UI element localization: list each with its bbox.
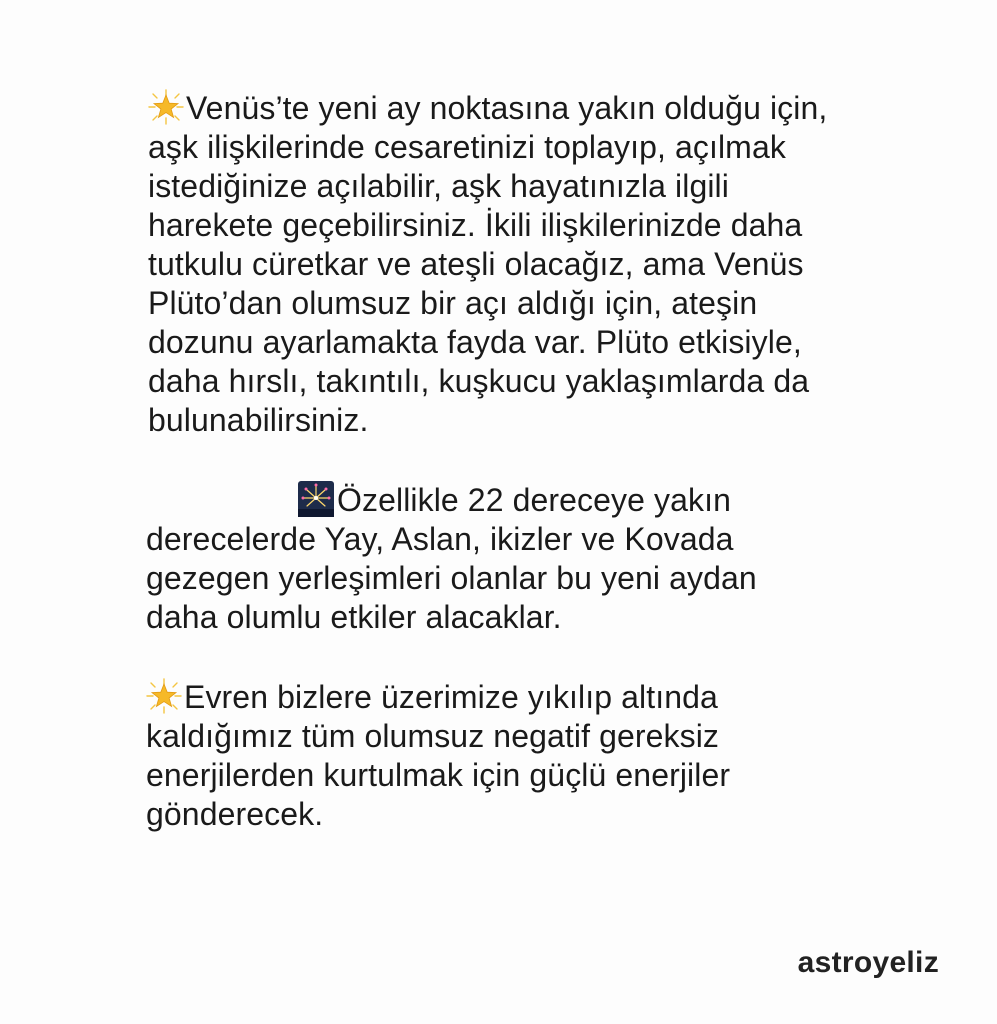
fireworks-icon [298, 481, 334, 517]
glowing-star-icon [146, 678, 182, 714]
glowing-star-icon [148, 89, 184, 125]
paragraph-venus: Venüs’te yeni ay noktasına yakın olduğu için, aşk ilişkilerinde cesaretinizi toplayıp, açılmak istediğinize açılabilir, aşk hayatınızla ilgili harekete geçebilirsiniz. İkili ilişkilerinizde daha tutkulu cüretkar ve ateşli olacağız, ama Venüs Plüto’dan olumsuz bir açı aldığı için, ateşin dozunu ayarlamakta fayda var. Plüto etkisiyle, daha hırslı, takıntılı, kuşkucu yaklaşımlarda da bulunabilirsiniz. [148, 90, 828, 438]
author-signature: astroyeliz [797, 946, 939, 979]
paragraph-degrees: Özellikle 22 dereceye yakın derecelerde Yay, Aslan, ikizler ve Kovada gezegen yerleşimleri olanlar bu yeni aydan daha olumlu etkiler alacaklar. [146, 482, 757, 635]
paragraph-universe: Evren bizlere üzerimize yıkılıp altında kaldığımız tüm olumsuz negatif gereksiz enerjilerden kurtulmak için güçlü enerjiler gönderecek. [146, 679, 731, 832]
